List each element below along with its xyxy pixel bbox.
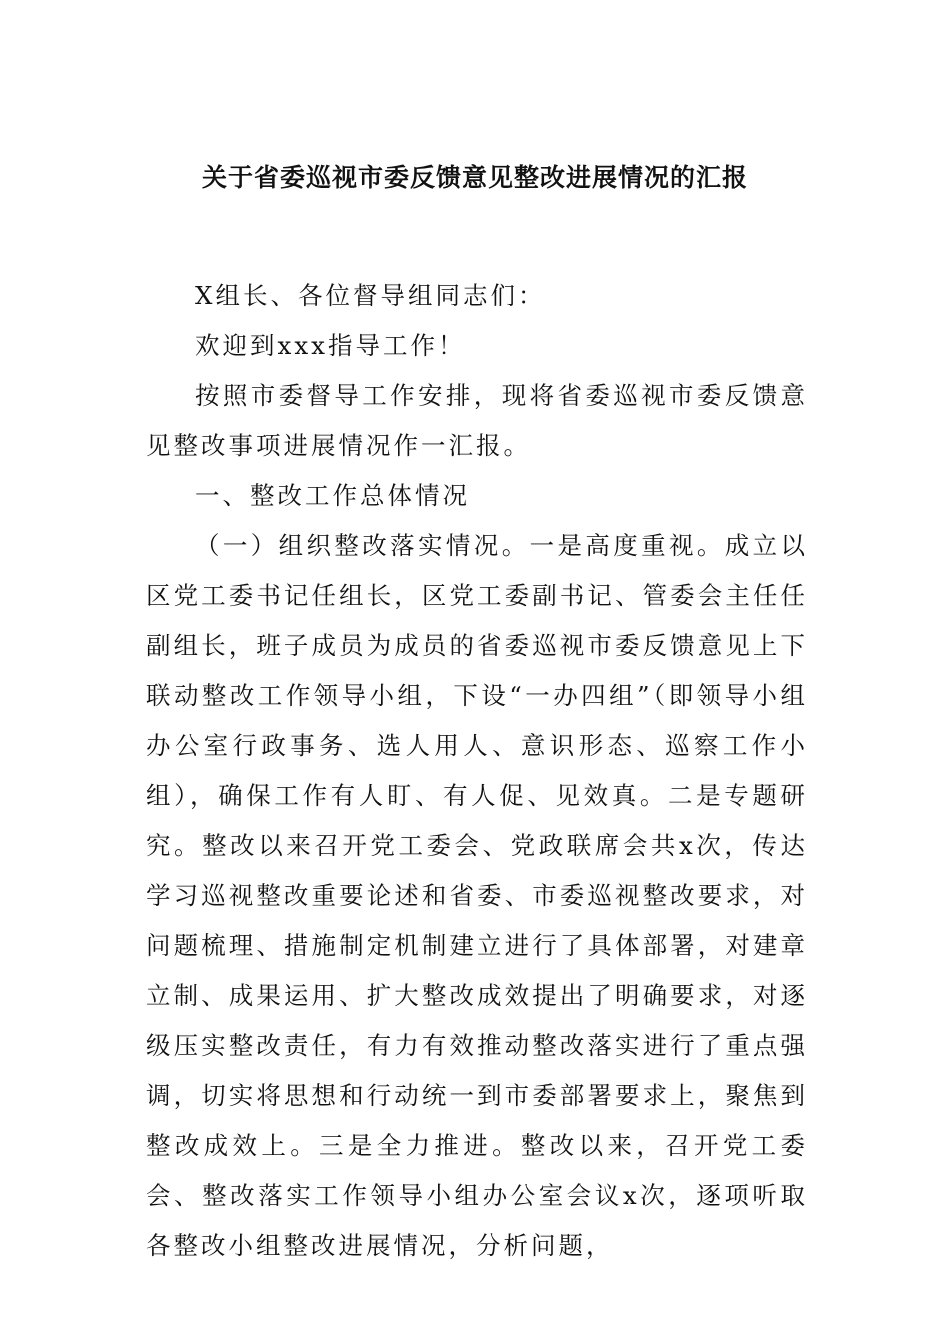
- intro-paragraph: 按照市委督导工作安排，现将省委巡视市委反馈意见整改事项进展情况作一汇报。: [146, 381, 808, 460]
- section-heading: 一、整改工作总体情况: [195, 481, 470, 510]
- welcome-paragraph: 欢迎到xxx指导工作！: [195, 331, 466, 360]
- document-body: [146, 271, 808, 1271]
- salutation-paragraph: X组长、各位督导组同志们：: [195, 281, 546, 310]
- body-paragraph: （一）组织整改落实情况。一是高度重视。成立以区党工委书记任组长，区党工委副书记、管委会主任任副组长，班子成员为成员的省委巡视市委反馈意见上下联动整改工作领导小组，下设“一办四组”（即领导小组办公室行政事务、选人用人、意识形态、巡察工作小组），确保工作有人盯、有人促、见效真。二是专题研究。整改以来召开党工委会、党政联席会共x次，传达学习巡视整改重要论述和省委、市委巡视整改要求，对问题梳理、措施制定机制建立进行了具体部署，对建章立制、成果运用、扩大整改成效提出了明确要求，对逐级压实整改责任，有力有效推动整改落实进行了重点强调，切实将思想和行动统一到市委部署要求上，聚焦到整改成效上。三是全力推进。整改以来，召开党工委会、整改落实工作领导小组办公室会议x次，逐项听取各整改小组整改进展情况，分析问题，: [146, 531, 808, 1260]
- document-title: 关于省委巡视市委反馈意见整改进展情况的汇报: [201, 163, 748, 192]
